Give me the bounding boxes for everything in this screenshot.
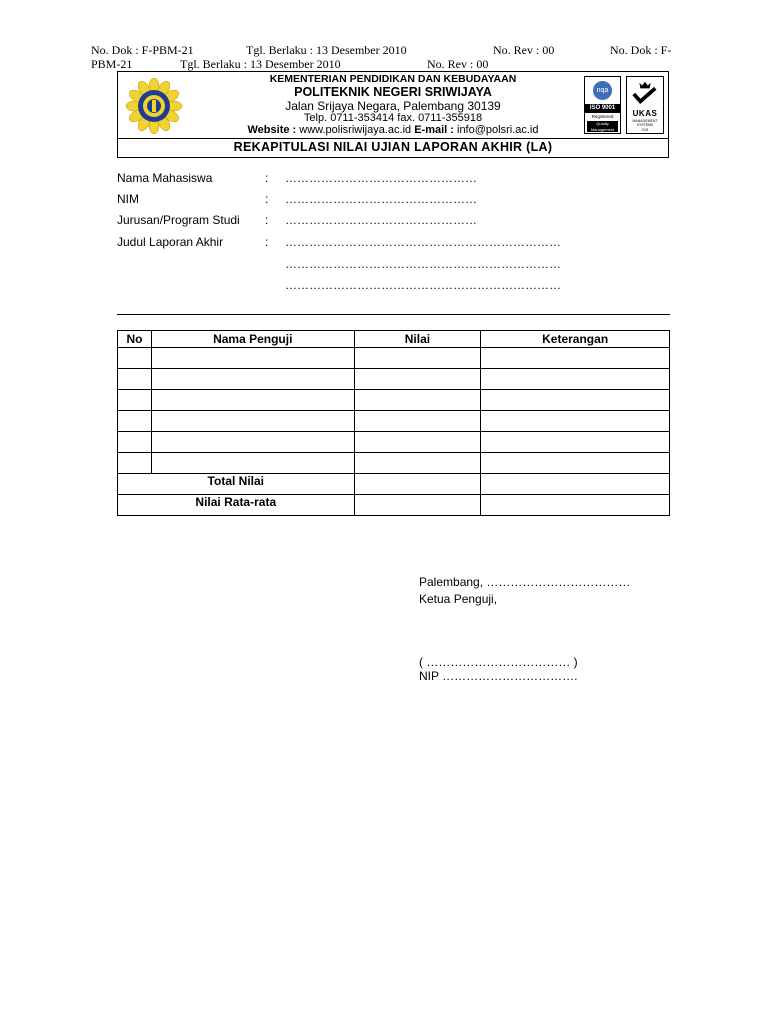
cell-keterangan[interactable] <box>481 432 670 453</box>
certification-badges <box>584 76 664 134</box>
doc-header-line-2 <box>0 57 768 72</box>
ministry-name: KEMENTERIAN PENDIDIKAN DAN KEBUDAYAAN <box>269 73 517 85</box>
cell-no[interactable] <box>118 432 152 453</box>
field-colon: : <box>265 235 269 249</box>
management-systems-label: MANAGEMENT SYSTEMS <box>632 119 658 127</box>
average-keterangan[interactable] <box>481 495 670 516</box>
field-label: Nama Mahasiswa <box>117 171 213 185</box>
table-row <box>118 369 670 390</box>
average-row <box>118 495 670 516</box>
doc-number-continued: PBM-21 <box>91 57 133 71</box>
cell-keterangan[interactable] <box>481 411 670 432</box>
letterhead <box>117 71 669 158</box>
cell-nilai[interactable] <box>354 348 481 369</box>
signature-name-line[interactable]: ( ……………………………… ) <box>419 655 578 669</box>
nqa-iso-badge <box>584 76 621 134</box>
field-value[interactable]: …………………………………………………………… <box>285 278 561 292</box>
nilai-rata-rata-label: Nilai Rata-rata <box>118 495 355 516</box>
header-nama-penguji: Nama Penguji <box>151 331 354 348</box>
field-value[interactable]: ………………………………………… <box>285 171 477 185</box>
cell-nilai[interactable] <box>354 369 481 390</box>
cell-keterangan[interactable] <box>481 348 670 369</box>
cell-nama-penguji[interactable] <box>151 453 354 474</box>
website-label: Website : <box>247 124 297 136</box>
table-row <box>118 411 670 432</box>
cell-no[interactable] <box>118 411 152 432</box>
institution-address: Jalan Srijaya Negara, Palembang 30139 <box>285 99 501 113</box>
field-value[interactable]: ………………………………………… <box>285 192 477 206</box>
field-colon: : <box>265 171 269 185</box>
website-link[interactable]: www.polisriwijaya.ac.id <box>299 124 412 136</box>
cell-nilai[interactable] <box>354 390 481 411</box>
registered-label: Registered <box>591 114 614 119</box>
cell-keterangan[interactable] <box>481 453 670 474</box>
ukas-badge <box>626 76 664 134</box>
signature-role: Ketua Penguji, <box>419 592 498 606</box>
cell-no[interactable] <box>118 390 152 411</box>
cell-nama-penguji[interactable] <box>151 411 354 432</box>
valid-date-repeat: Tgl. Berlaku : 13 Desember 2010 <box>180 57 341 71</box>
email-label: E-mail : <box>414 124 454 136</box>
revision-number-repeat: No. Rev : 00 <box>427 57 489 71</box>
field-value[interactable]: …………………………………………………………… <box>285 235 561 249</box>
cell-nama-penguji[interactable] <box>151 432 354 453</box>
cell-nama-penguji[interactable] <box>151 390 354 411</box>
form-title: REKAPITULASI NILAI UJIAN LAPORAN AKHIR (LA) <box>233 140 553 154</box>
cell-nilai[interactable] <box>354 453 481 474</box>
signature-nip[interactable]: NIP ……………………………. <box>419 669 578 683</box>
cell-no[interactable] <box>118 369 152 390</box>
header-nilai: Nilai <box>354 331 481 348</box>
ukas-label: UKAS <box>632 109 658 118</box>
ukas-code: 015 <box>641 127 649 132</box>
nilai-rata-rata-value[interactable] <box>354 495 481 516</box>
grades-table <box>117 330 670 516</box>
field-colon: : <box>265 192 269 206</box>
cell-keterangan[interactable] <box>481 390 670 411</box>
table-row <box>118 390 670 411</box>
valid-date: Tgl. Berlaku : 13 Desember 2010 <box>246 43 407 57</box>
iso-label: ISO 9001 <box>585 104 620 113</box>
institution-name: POLITEKNIK NEGERI SRIWIJAYA <box>294 85 492 99</box>
total-row <box>118 474 670 495</box>
header-no: No <box>118 331 152 348</box>
table-row <box>118 453 670 474</box>
doc-number: No. Dok : F-PBM-21 <box>91 43 194 57</box>
cell-keterangan[interactable] <box>481 369 670 390</box>
nqa-text: nqa <box>596 87 609 94</box>
table-row <box>118 432 670 453</box>
nqa-circle-icon <box>593 81 612 100</box>
field-value[interactable]: ………………………………………… <box>285 213 477 227</box>
cell-nilai[interactable] <box>354 432 481 453</box>
table-header-row <box>118 331 670 348</box>
signature-place-date[interactable]: Palembang, ……………………………… <box>419 575 631 589</box>
field-value[interactable]: …………………………………………………………… <box>285 257 561 271</box>
revision-number: No. Rev : 00 <box>493 43 555 57</box>
total-nilai-label: Total Nilai <box>118 474 355 495</box>
field-label: NIM <box>117 192 139 206</box>
institution-phone: Telp. 0711-353414 fax. 0711-355918 <box>303 112 483 124</box>
doc-number-repeat: No. Dok : F- <box>610 43 672 57</box>
qm-label: Quality Management <box>587 121 618 132</box>
total-keterangan[interactable] <box>481 474 670 495</box>
total-nilai-value[interactable] <box>354 474 481 495</box>
cell-nama-penguji[interactable] <box>151 348 354 369</box>
cell-no[interactable] <box>118 453 152 474</box>
table-row <box>118 348 670 369</box>
field-label: Jurusan/Program Studi <box>117 213 240 227</box>
email-link[interactable]: info@polsri.ac.id <box>457 124 539 136</box>
doc-header-line-1 <box>0 43 768 58</box>
header-keterangan: Keterangan <box>481 331 670 348</box>
section-divider <box>117 314 670 315</box>
cell-no[interactable] <box>118 348 152 369</box>
cell-nilai[interactable] <box>354 411 481 432</box>
field-colon: : <box>265 213 269 227</box>
crown-check-icon <box>628 79 662 107</box>
field-label: Judul Laporan Akhir <box>117 235 224 249</box>
cell-nama-penguji[interactable] <box>151 369 354 390</box>
